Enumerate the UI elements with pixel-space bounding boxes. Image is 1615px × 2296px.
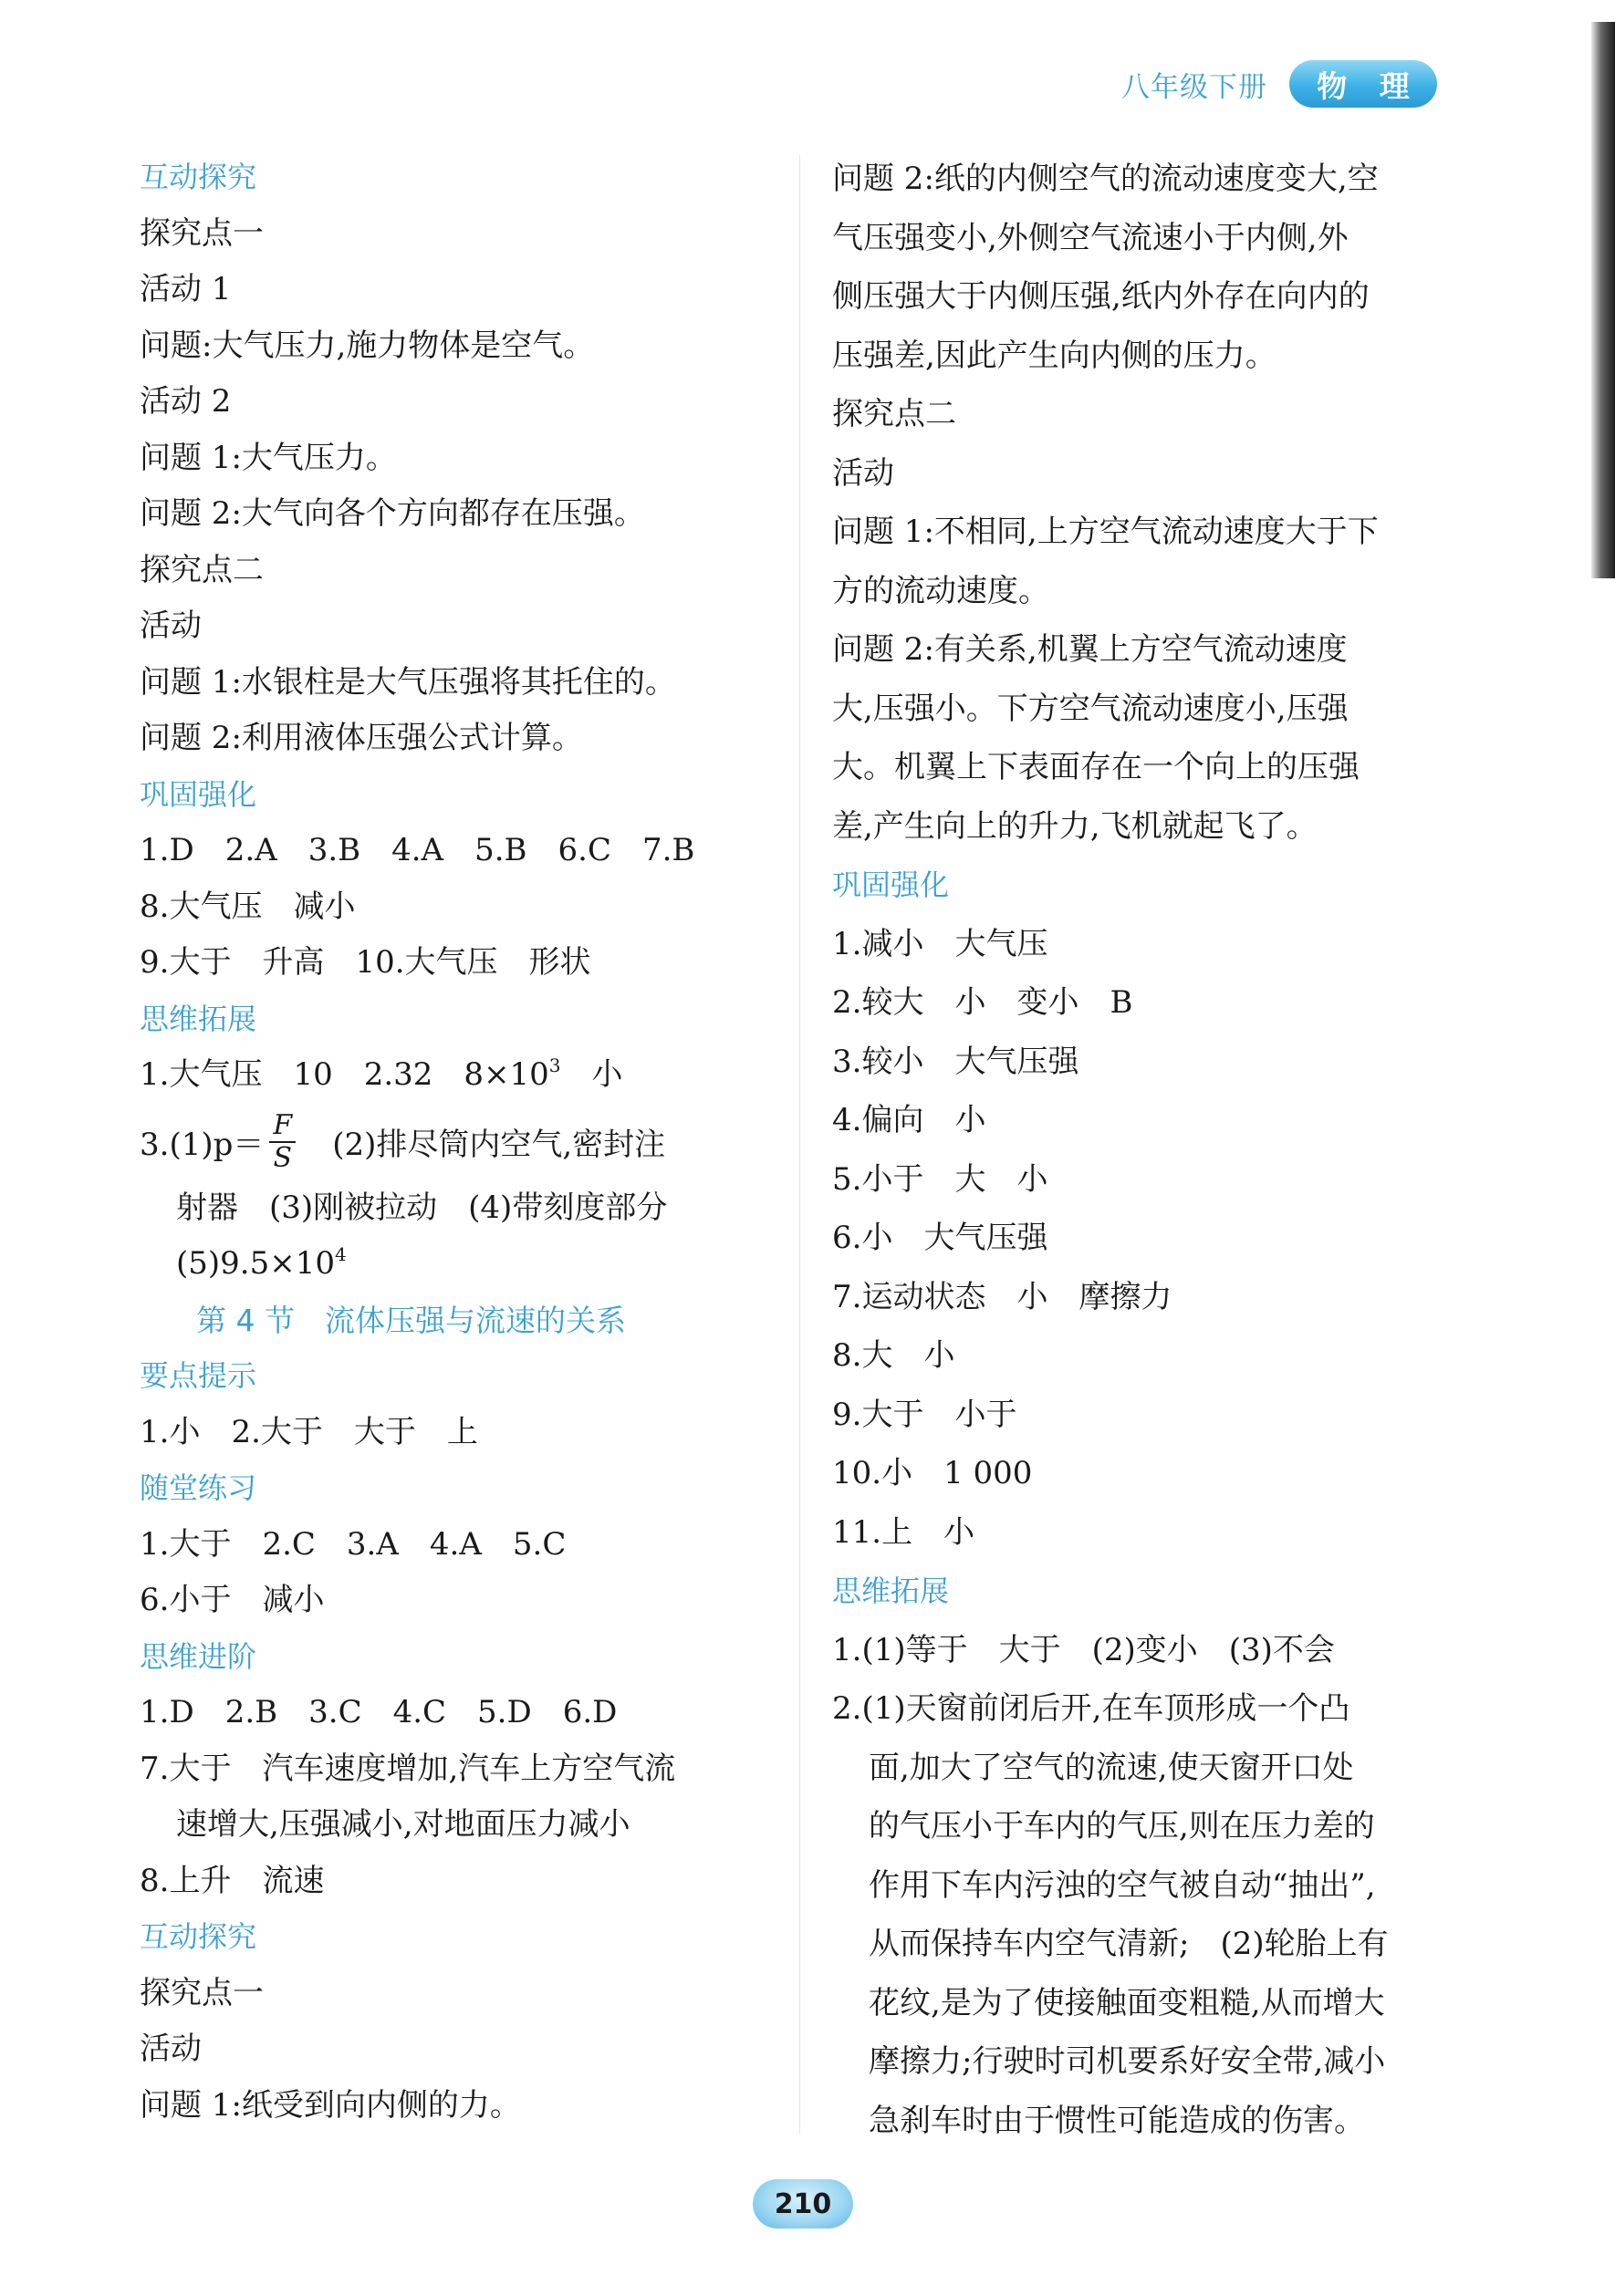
section-heading: 巩固强化 [832,867,950,902]
section-heading: 思维进阶 [140,1638,257,1674]
section-heading: 思维拓展 [140,1001,257,1036]
answer-line: 问题:大气压力,施力物体是空气。 [140,327,595,364]
answer-line: 急刹车时由于惯性可能造成的伤害。 [869,2102,1365,2139]
answer-line: 1.(1)等于 大于 (2)变小 (3)不会 [832,1631,1335,1668]
answer-line: 活动 [140,608,202,644]
answer-line: 探究点二 [140,551,264,588]
answer-line: 8.上升 流速 [140,1862,325,1899]
fraction-numerator: F [269,1110,296,1143]
answer-text: 小 [560,1056,623,1093]
answer-line [140,1236,797,1293]
answer-line: 速增大,压强减小,对地面压力减小 [176,1806,630,1843]
answer-line: 1.减小 大气压 [832,925,1048,962]
book-spine-shadow [1591,22,1615,578]
section-heading: 要点提示 [140,1358,257,1393]
answer-line: 1.小 2.大于 大于 上 [140,1413,478,1450]
answer-line: 问题 2:利用液体压强公式计算。 [140,720,583,756]
answer-line: 活动 [832,454,894,492]
answer-line: 作用下车内污浊的空气被自动“抽出”, [869,1866,1376,1904]
answer-line: 从而保持车内空气清新; (2)轮胎上有 [869,1926,1389,1962]
section-heading: 随堂练习 [140,1470,257,1505]
answer-line: 问题 1:水银柱是大气压强将其托住的。 [140,663,676,701]
answer-line: 探究点一 [140,1974,264,2011]
section-heading: 互动探究 [140,1919,257,1954]
answer-line: 大,压强小。下方空气流动速度小,压强 [832,690,1349,727]
answer-line: 差,产生向上的升力,飞机就起飞了。 [832,807,1318,845]
right-column [832,150,1471,2150]
left-column [140,150,797,2134]
answer-line: 活动 1 [140,271,232,307]
answer-text: 3.(1)p＝ [140,1127,265,1163]
answer-line: 10.小 1 000 [832,1455,1033,1491]
fraction-denominator: S [273,1141,293,1174]
answer-line: 6.小于 减小 [140,1582,325,1618]
answer-line: 压强差,因此产生向内侧的压力。 [832,337,1276,374]
answer-line: 1.D 2.B 3.C 4.C 5.D 6.D [140,1694,618,1730]
section-heading: 巩固强化 [140,776,257,812]
subject-badge: 物 理 [1289,60,1437,108]
exponent: 3 [548,1054,561,1076]
answer-line [140,1047,797,1104]
answer-line: 7.大于 汽车速度增加,汽车上方空气流 [140,1750,676,1787]
answer-text: (2)排尽筒内空气,密封注 [301,1127,666,1163]
answer-line: 2.较大 小 变小 B [832,984,1133,1021]
answer-line: 的气压小于车内的气压,则在压力差的 [869,1808,1375,1844]
section-heading: 思维拓展 [832,1574,950,1608]
answer-line: 大。机翼上下表面存在一个向上的压强 [832,749,1360,785]
formula-line [140,1104,797,1180]
answer-line: 9.大于 小于 [832,1396,1017,1433]
page-number: 210 [753,2179,853,2228]
answer-line: 探究点二 [832,396,956,432]
exponent: 4 [334,1243,347,1265]
answer-text: 1.大气压 10 2.32 8×10 [140,1056,549,1093]
answer-line: 3.较小 大气压强 [832,1043,1079,1080]
answer-line: 8.大 小 [832,1337,955,1374]
answer-line: 问题 2:大气向各个方向都存在压强。 [140,495,645,532]
section-heading: 互动探究 [140,160,257,194]
answer-line: 4.偏向 小 [832,1102,986,1138]
answer-line: 1.大于 2.C 3.A 4.A 5.C [140,1525,567,1563]
answer-text: (5)9.5×10 [176,1245,335,1282]
answer-line: 方的流动速度。 [832,572,1049,609]
answer-line: 问题 1:纸受到向内侧的力。 [140,2086,521,2124]
answer-line: 侧压强大于内侧压强,纸内外存在向内的 [832,278,1370,315]
fraction [269,1110,296,1174]
answer-line: 活动 2 [140,383,232,420]
answer-line: 面,加大了空气的流速,使天窗开口处 [869,1749,1354,1786]
answer-line: 摩擦力;行驶时司机要系好安全带,减小 [869,2043,1386,2080]
answer-line: 2.(1)天窗前闭后开,在车顶形成一个凸 [832,1690,1350,1727]
answer-line: 问题 2:纸的内侧空气的流动速度变大,空 [832,161,1379,197]
answer-line: 问题 2:有关系,机翼上方空气流动速度 [832,631,1348,668]
answer-line: 8.大气压 减小 [140,888,356,925]
answer-line: 问题 1:大气压力。 [140,439,397,476]
answer-line: 1.D 2.A 3.B 4.A 5.B 6.C 7.B [140,832,695,868]
page-header [1121,58,1437,109]
answer-line: 花纹,是为了使接触面变粗糙,从而增大 [869,1984,1385,2021]
answer-line: 活动 [140,2031,202,2067]
answer-line: 气压强变小,外侧空气流速小于内侧,外 [832,219,1349,256]
grade-label: 八年级下册 [1121,70,1267,104]
column-divider [799,155,800,2135]
answer-line: 6.小 大气压强 [832,1220,1048,1256]
answer-line: 射器 (3)刚被拉动 (4)带刻度部分 [176,1189,668,1226]
answer-line: 探究点一 [140,214,264,252]
answer-line: 问题 1:不相同,上方空气流动速度大于下 [832,514,1379,550]
answer-line: 11.上 小 [832,1513,975,1551]
answer-line: 7.运动状态 小 摩擦力 [832,1278,1172,1315]
answer-line: 5.小于 大 小 [832,1160,1048,1198]
answer-line: 9.大于 升高 10.大气压 形状 [140,944,591,981]
chapter-title: 第 4 节 流体压强与流速的关系 [196,1302,626,1338]
